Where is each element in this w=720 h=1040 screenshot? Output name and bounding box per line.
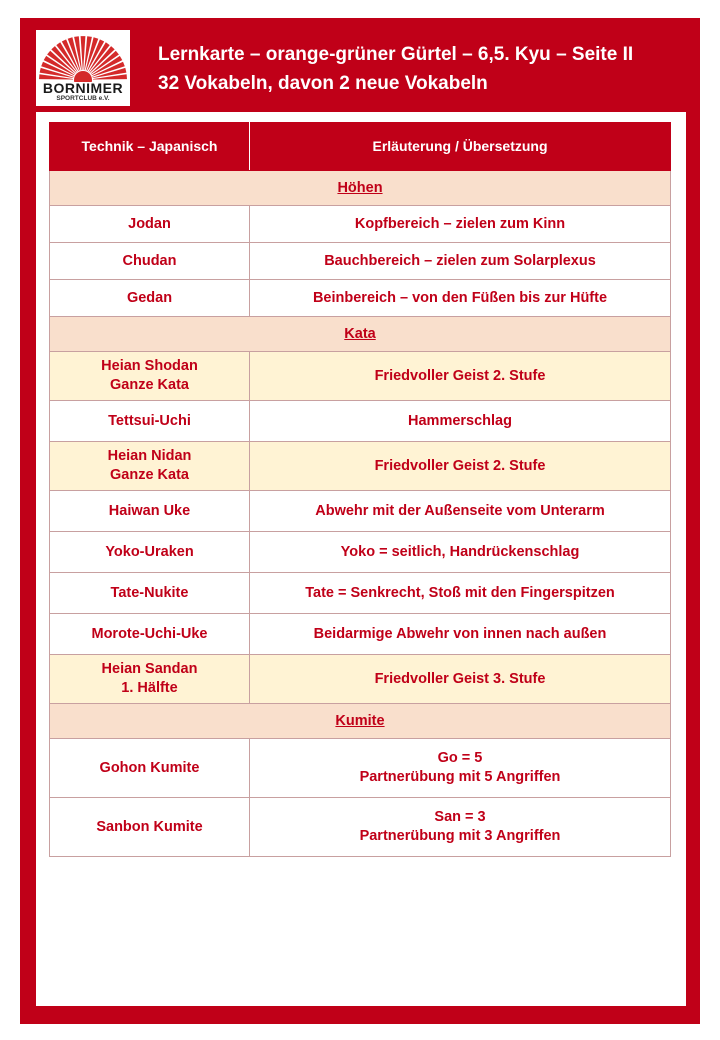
term-cell-line: Chudan [122, 252, 177, 269]
table-row [50, 614, 671, 655]
table-row [50, 280, 671, 317]
meaning-cell [250, 614, 671, 655]
meaning-cell-line: Yoko = seitlich, Handrückenschlag [340, 543, 580, 560]
term-cell [50, 206, 250, 243]
title-line-2: 32 Vokabeln, davon 2 neue Vokabeln [158, 73, 488, 94]
meaning-cell-line: Kopfbereich – zielen zum Kinn [354, 215, 566, 232]
table-row [50, 352, 671, 401]
table-row [50, 401, 671, 442]
meaning-cell [250, 442, 671, 491]
term-cell [50, 401, 250, 442]
meaning-cell-line: Tate = Senkrecht, Stoß mit den Fingerspitzen [305, 584, 615, 601]
section-row [50, 317, 671, 352]
table-row [50, 491, 671, 532]
meaning-cell-line: Go = 5 [437, 750, 483, 766]
table-row [50, 739, 671, 798]
term-cell-line: Heian Nidan [107, 448, 192, 464]
meaning-cell-line: Friedvoller Geist 2. Stufe [374, 457, 546, 474]
header-technique: Technik – Japanisch [50, 123, 250, 171]
term-cell-line: Tate-Nukite [110, 584, 189, 601]
meaning-cell-line: Beidarmige Abwehr von innen nach außen [313, 625, 607, 642]
table-row [50, 206, 671, 243]
term-cell [50, 491, 250, 532]
term-cell-line: Morote-Uchi-Uke [91, 625, 208, 642]
section-title: Kumite [50, 704, 671, 739]
header-explanation: Erläuterung / Übersetzung [250, 123, 671, 171]
term-cell-line: Tettsui-Uchi [108, 412, 191, 429]
meaning-cell-line: Friedvoller Geist 3. Stufe [374, 670, 546, 687]
meaning-cell [250, 655, 671, 704]
club-logo [36, 30, 130, 106]
term-cell-line: Ganze Kata [110, 467, 189, 483]
meaning-cell-line: Hammerschlag [408, 412, 512, 429]
term-cell-line: Ganze Kata [110, 377, 189, 393]
meaning-cell-line: Friedvoller Geist 2. Stufe [374, 367, 546, 384]
meaning-cell-line: Bauchbereich – zielen zum Solarplexus [324, 252, 596, 269]
card-title [158, 40, 688, 98]
meaning-cell [250, 491, 671, 532]
term-cell [50, 442, 250, 491]
term-cell-line: Heian Sandan [101, 661, 198, 677]
section-title: Kata [50, 317, 671, 352]
meaning-cell [250, 739, 671, 798]
table-row [50, 573, 671, 614]
term-cell [50, 655, 250, 704]
section-row [50, 704, 671, 739]
sunburst-logo-icon [36, 30, 130, 82]
table-row [50, 442, 671, 491]
term-cell [50, 739, 250, 798]
meaning-cell-line: Beinbereich – von den Füßen bis zur Hüfte [312, 289, 608, 306]
title-line-1: Lernkarte – orange-grüner Gürtel – 6,5. Kyu – Seite II [158, 44, 634, 65]
term-cell-line: Gohon Kumite [99, 759, 200, 776]
section-title: Höhen [50, 171, 671, 206]
meaning-cell [250, 206, 671, 243]
term-cell-line: Sanbon Kumite [96, 818, 203, 835]
table-row [50, 655, 671, 704]
logo-name: BORNIMER [42, 80, 124, 96]
meaning-cell-line: Abwehr mit der Außenseite vom Unterarm [315, 502, 605, 519]
term-cell [50, 280, 250, 317]
table-row [50, 798, 671, 857]
term-cell-line: Heian Shodan [101, 358, 198, 374]
table-row [50, 532, 671, 573]
term-cell-line: Yoko-Uraken [105, 543, 194, 560]
meaning-cell-line: Partnerübung mit 3 Angriffen [359, 828, 561, 844]
meaning-cell [250, 401, 671, 442]
meaning-cell-line: Partnerübung mit 5 Angriffen [359, 769, 561, 785]
meaning-cell [250, 352, 671, 401]
meaning-cell [250, 243, 671, 280]
logo-subtitle: SPORTCLUB e.V. [56, 95, 110, 102]
table-row [50, 243, 671, 280]
term-cell [50, 798, 250, 857]
term-cell [50, 243, 250, 280]
term-cell [50, 532, 250, 573]
meaning-cell [250, 532, 671, 573]
term-cell-line: Haiwan Uke [108, 502, 191, 519]
term-cell [50, 614, 250, 655]
term-cell-line: 1. Hälfte [121, 680, 178, 696]
term-cell-line: Jodan [128, 215, 171, 232]
term-cell [50, 352, 250, 401]
meaning-cell-line: San = 3 [434, 809, 486, 825]
section-row [50, 171, 671, 206]
table-header-row [50, 123, 671, 171]
vocabulary-table [49, 122, 671, 857]
meaning-cell [250, 280, 671, 317]
meaning-cell [250, 573, 671, 614]
term-cell-line: Gedan [126, 289, 173, 306]
meaning-cell [250, 798, 671, 857]
term-cell [50, 573, 250, 614]
